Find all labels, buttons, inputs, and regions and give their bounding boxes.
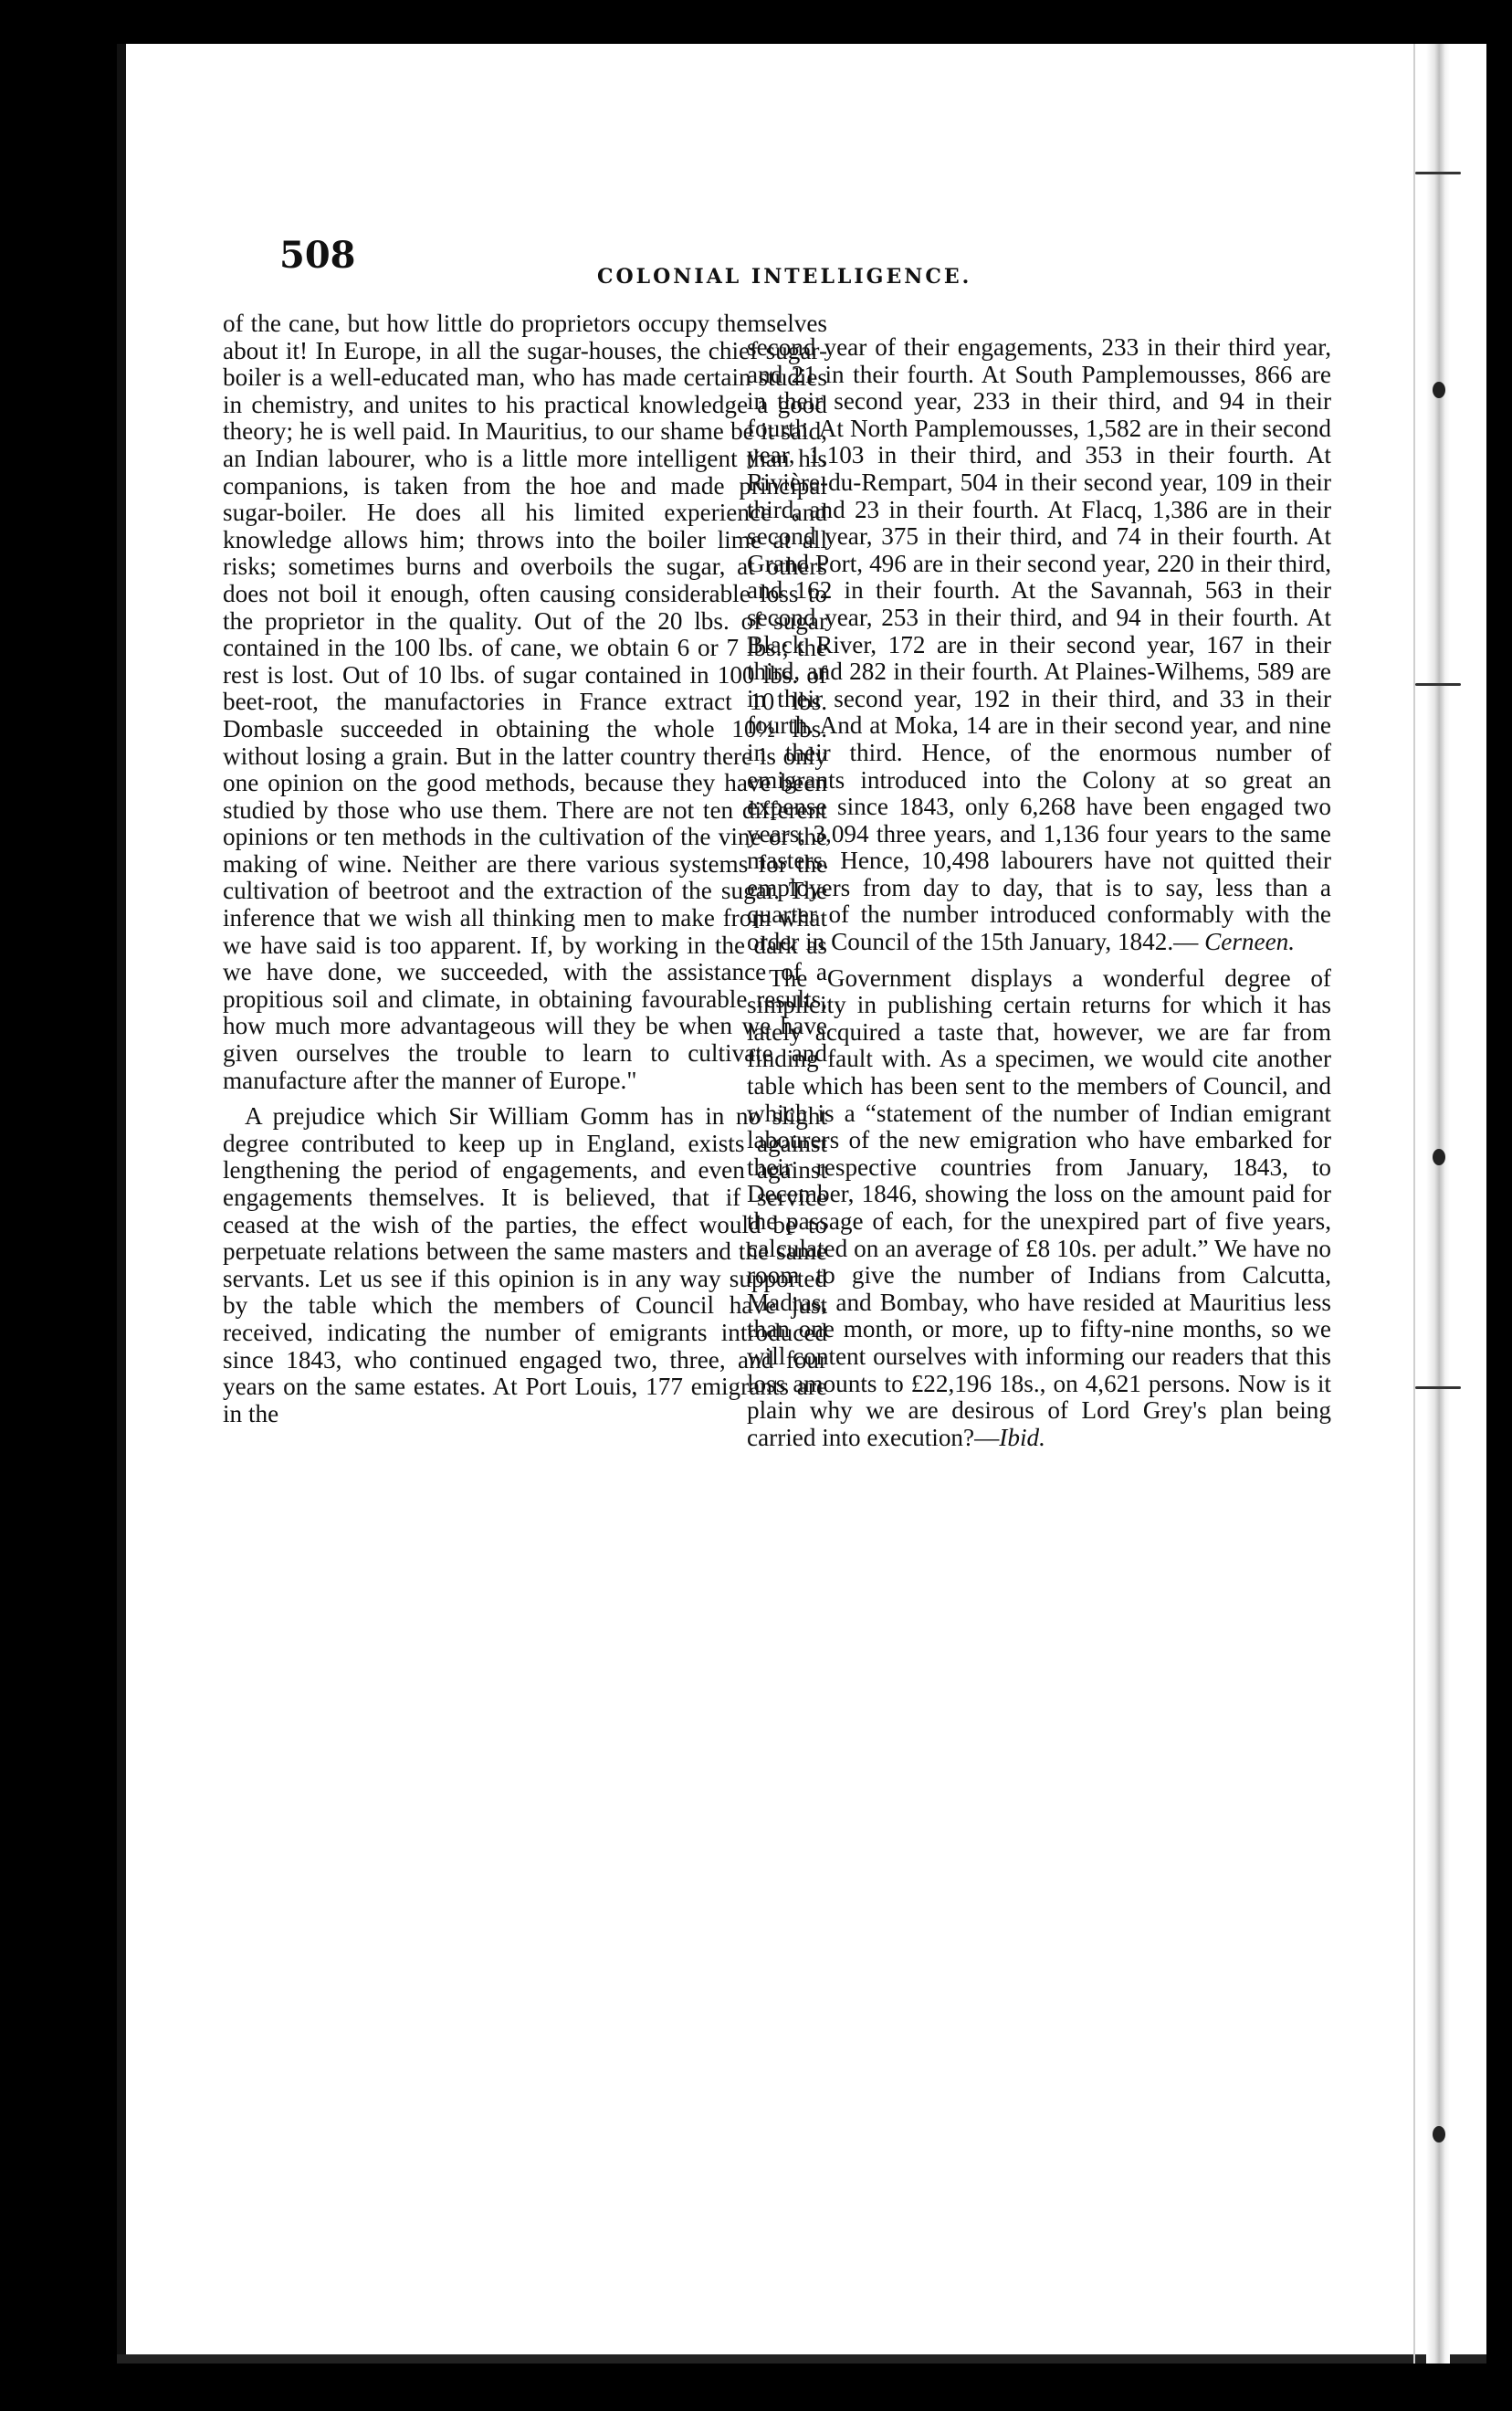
binding-thread <box>1415 683 1461 686</box>
paragraph <box>747 965 1331 1452</box>
page-header <box>279 217 1238 300</box>
binding-thread <box>1415 1386 1461 1389</box>
binding-line <box>1413 44 1415 2364</box>
left-column <box>223 311 827 1427</box>
right-column <box>747 334 1331 1451</box>
source-citation: Ibid. <box>999 1423 1045 1451</box>
binding-knot <box>1433 382 1445 398</box>
binding-knot <box>1433 2126 1445 2143</box>
paragraph-text: second year of their engagements, 233 in their third year, and 21 in their fourth. At South Pamplemousses, 866 are in their second year, 233 in their third, and 94 in their fourth. At North Pamplemousses, 1,582 are in their second year, 1,103 in their third, and 353 in their fourth. At Rivière-du-Rempart, 504 in their second year, 109 in their third, and 23 in their fourth. At Flacq, 1,386 are in their second year, 375 in their third, and 74 in their fourth. At Grand Port, 496 are in their second year, 220 in their third, and 162 in their fourth. At the Savannah, 563 in their second year, 253 in their third, and 94 in their fourth. At Black River, 172 are in their second year, 167 in their third, and 282 in their fourth. At Plaines-Wilhems, 589 are in their second year, 192 in their third, and 33 in their fourth. And at Moka, 14 are in their second year, and nine in their third. Hence, of the enormous number of emigrants introduced into the Colony at so great an expense since 1843, only 6,268 have been engaged two years, 3,094 three years, and 1,136 four years to the same masters. Hence, 10,498 labourers have not quitted their employers from day to day, that is to say, less than a quarter of the number introduced conformably with the order in Council of the 15th January, 1842.— <box>747 333 1331 956</box>
binding-knot <box>1433 1149 1445 1165</box>
source-citation: Cerneen. <box>1204 928 1296 956</box>
page-bottom-edge <box>117 2354 1486 2364</box>
page-left-edge <box>117 44 126 2364</box>
paragraph-text: The Government displays a wonderful degree of simplicity in publishing certain returns for which it has lately acquired a taste that, however, we are far from finding fault with. As a specimen, we would cite another table which has been sent to the members of Council, and which is a “statement of the number of Indian emigrant labourers of the new emigration who have embarked for their respective countries from January, 1843, to December, 1846, showing the loss on the amount paid for the passage of each, for the unexpired part of five years, calculated on an average of £8 10s. per adult.” We have no room to give the number of Indians from Calcutta, Madras, and Bombay, who have resided at Mauritius less than one month, or more, up to fifty-nine months, so we will content ourselves with informing our readers that this loss amounts to £22,196 18s., on 4,621 persons. Now is it plain why we are desirous of Lord Grey's plan being carried into execution?— <box>747 963 1331 1451</box>
paragraph: A prejudice which Sir William Gomm has in no slight degree contributed to keep up in England, exists against lengthening the period of engagements, and even against engagements themselves. It is believed, that if service ceased at the wish of the parties, the effect would be to perpetuate relations between the same masters and the same servants. Let us see if this opinion is in any way supported by the table which the members of Council have just received, indicating the number of emigrants introduced since 1843, who continued engaged two, three, and four years on the same estates. At Port Louis, 177 emigrants are in the <box>223 1102 827 1427</box>
paragraph: of the cane, but how little do proprietors occupy themselves about it! In Europe, in all the sugar-houses, the chief sugar-boiler is a well-educated man, who has made certain studies in chemistry, and unites to his practical knowledge a good theory; he is well paid. In Mauritius, to our shame be it said, an Indian labourer, who is a little more intelligent than his companions, is taken from the hoe and made principal sugar-boiler. He does all his limited experience and knowledge allows him; throws into the boiler lime at all risks; sometimes burns and overboils the sugar, at others does not boil it enough, often causing considerable loss to the proprietor in the quality. Out of the 20 lbs. of sugar contained in the 100 lbs. of cane, we obtain 6 or 7 lbs.; the rest is lost. Out of 10 lbs. of sugar contained in 100 lbs. of beet-root, the manufactories in France extract 10 lbs. Dombasle succeeded in obtaining the whole 10½ lbs. without losing a grain. But in the latter country there is only one opinion on the good methods, because they have been studied by those who use them. There are not ten different opinions or ten methods in the cultivation of the vine or the making of wine. Neither are there various systems for the cultivation of beetroot and the extraction of the sugar. The inference that we wish all thinking men to make from what we have said is too apparent. If, by working in the dark as we have done, we succeeded, with the assistance of a propitious soil and climate, in obtaining favourable results, how much more advantageous will they be when we have given ourselves the trouble to learn to cultivate and manufacture after the manner of Europe." <box>223 310 827 1094</box>
book-page <box>117 44 1486 2364</box>
binding-thread <box>1415 172 1461 174</box>
page-number: 508 <box>279 234 356 277</box>
paragraph <box>747 334 1331 956</box>
running-head: COLONIAL INTELLIGENCE. <box>597 265 972 289</box>
